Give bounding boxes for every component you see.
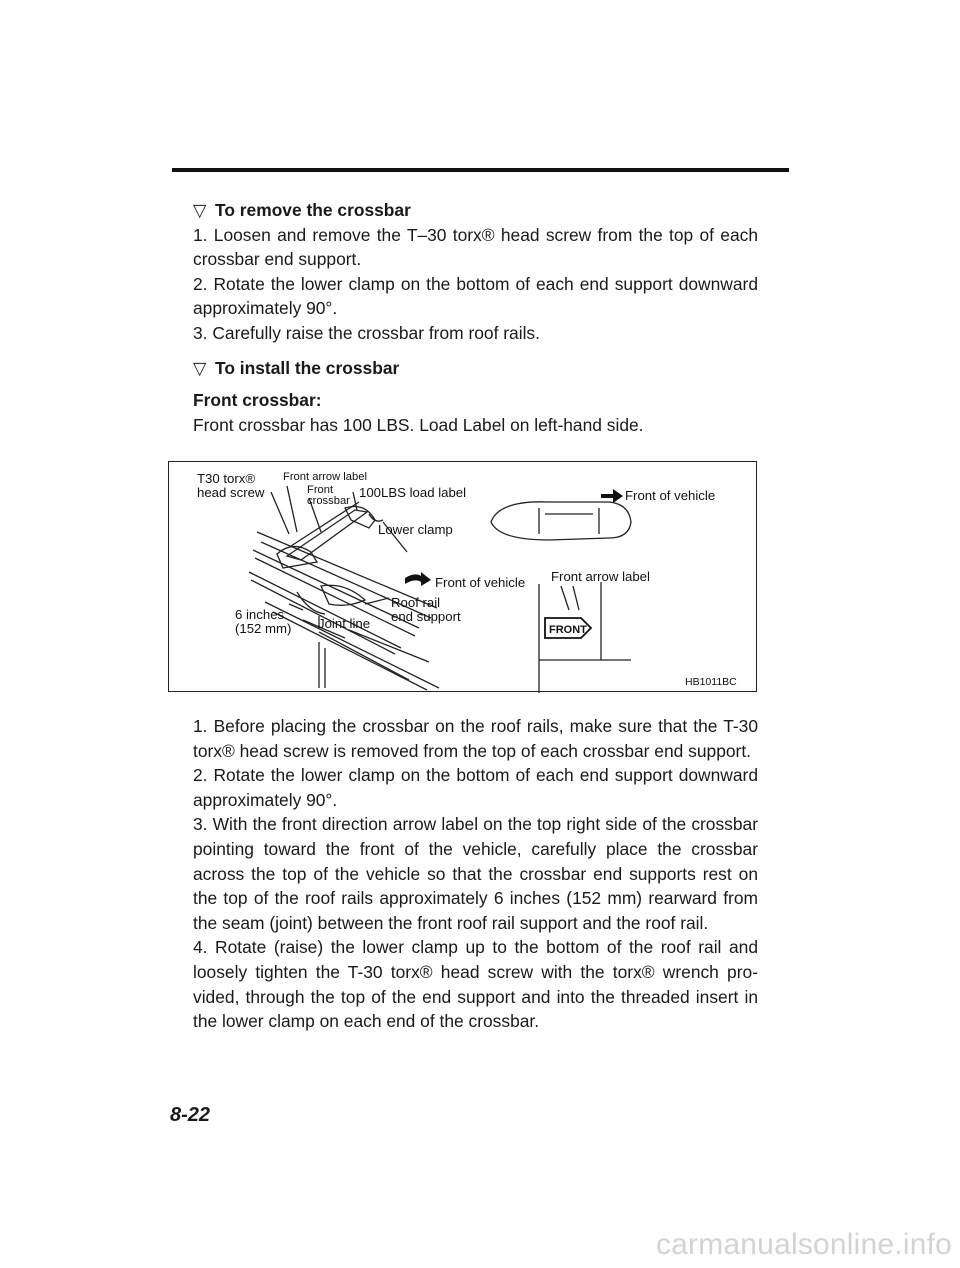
triangle-marker-icon: ▽ [193,200,207,220]
label-100lbs-load: 100LBS load label [359,485,467,500]
instructions-top [193,198,758,437]
remove-step-3: 3. Carefully raise the crossbar from roof rails. [193,322,540,343]
label-joint-line: Joint line [318,616,371,631]
page-number: 8-22 [170,1104,211,1126]
label-front-crossbar: Front crossbar [307,484,350,507]
install-step-3: 3. With the front direction arrow label on the top right side of the crossbar pointing toward the front of the vehicle, carefully place the crossbar across the top of the vehicle so that the crossbar end supports rest on the top of the roof rails approximately 6 inches (152 mm) rearward from the seam (joint) between the front roof rail support and the roof rail. [193,814,758,933]
front-crossbar-intro: Front crossbar has 100 LBS. Load Label on left-hand side. [193,414,644,435]
label-front-of-vehicle-right: Front of vehicle [625,488,716,503]
top-rule [172,168,789,172]
install-heading-text: To install the crossbar [215,357,400,378]
crossbar-figure [168,461,757,692]
front-badge-text: FRONT [549,624,587,636]
install-step-1: 1. Before placing the crossbar on the roof rails, make sure that the T-30 torx® head screw is removed from the top of each crossbar end support. [193,716,758,761]
install-step-2: 2. Rotate the lower clamp on the bottom of each end support downward approximately 90°. [193,765,758,810]
remove-heading [193,198,758,223]
remove-step-1: 1. Loosen and remove the T–30 torx® head screw from the top of each crossbar end support. [193,224,758,270]
label-six-inches: 6 inches (152 mm) [235,607,292,636]
triangle-marker-icon: ▽ [193,357,207,378]
front-crossbar-subheading: Front crossbar: [193,390,322,411]
install-steps [193,714,758,1034]
label-front-of-vehicle-mid: Front of vehicle [435,575,526,590]
label-roof-rail-end-support: Roof rail end support [391,595,461,624]
label-front-arrow-right: Front arrow label [551,569,650,584]
remove-step-2: 2. Rotate the lower clamp on the bottom of each end support downward approximately 90°. [193,273,758,319]
install-step-4: 4. Rotate (raise) the lower clamp up to the bottom of the roof rail and loosely tighten the T-30 torx® head screw with the torx® wrench provided, through the top of the end support and into the threaded insert in the lower clamp on each end of the crossbar. [193,937,758,1032]
label-front-arrow-top: Front arrow label [283,471,367,483]
figure-code: HB1011BC [685,676,737,688]
remove-heading-text: To remove the crossbar [215,200,411,220]
watermark: carmanualsonline.info [655,1228,952,1261]
label-t30-torx: T30 torx® head screw [197,471,265,500]
label-lower-clamp: Lower clamp [378,522,453,537]
install-heading [193,356,758,381]
